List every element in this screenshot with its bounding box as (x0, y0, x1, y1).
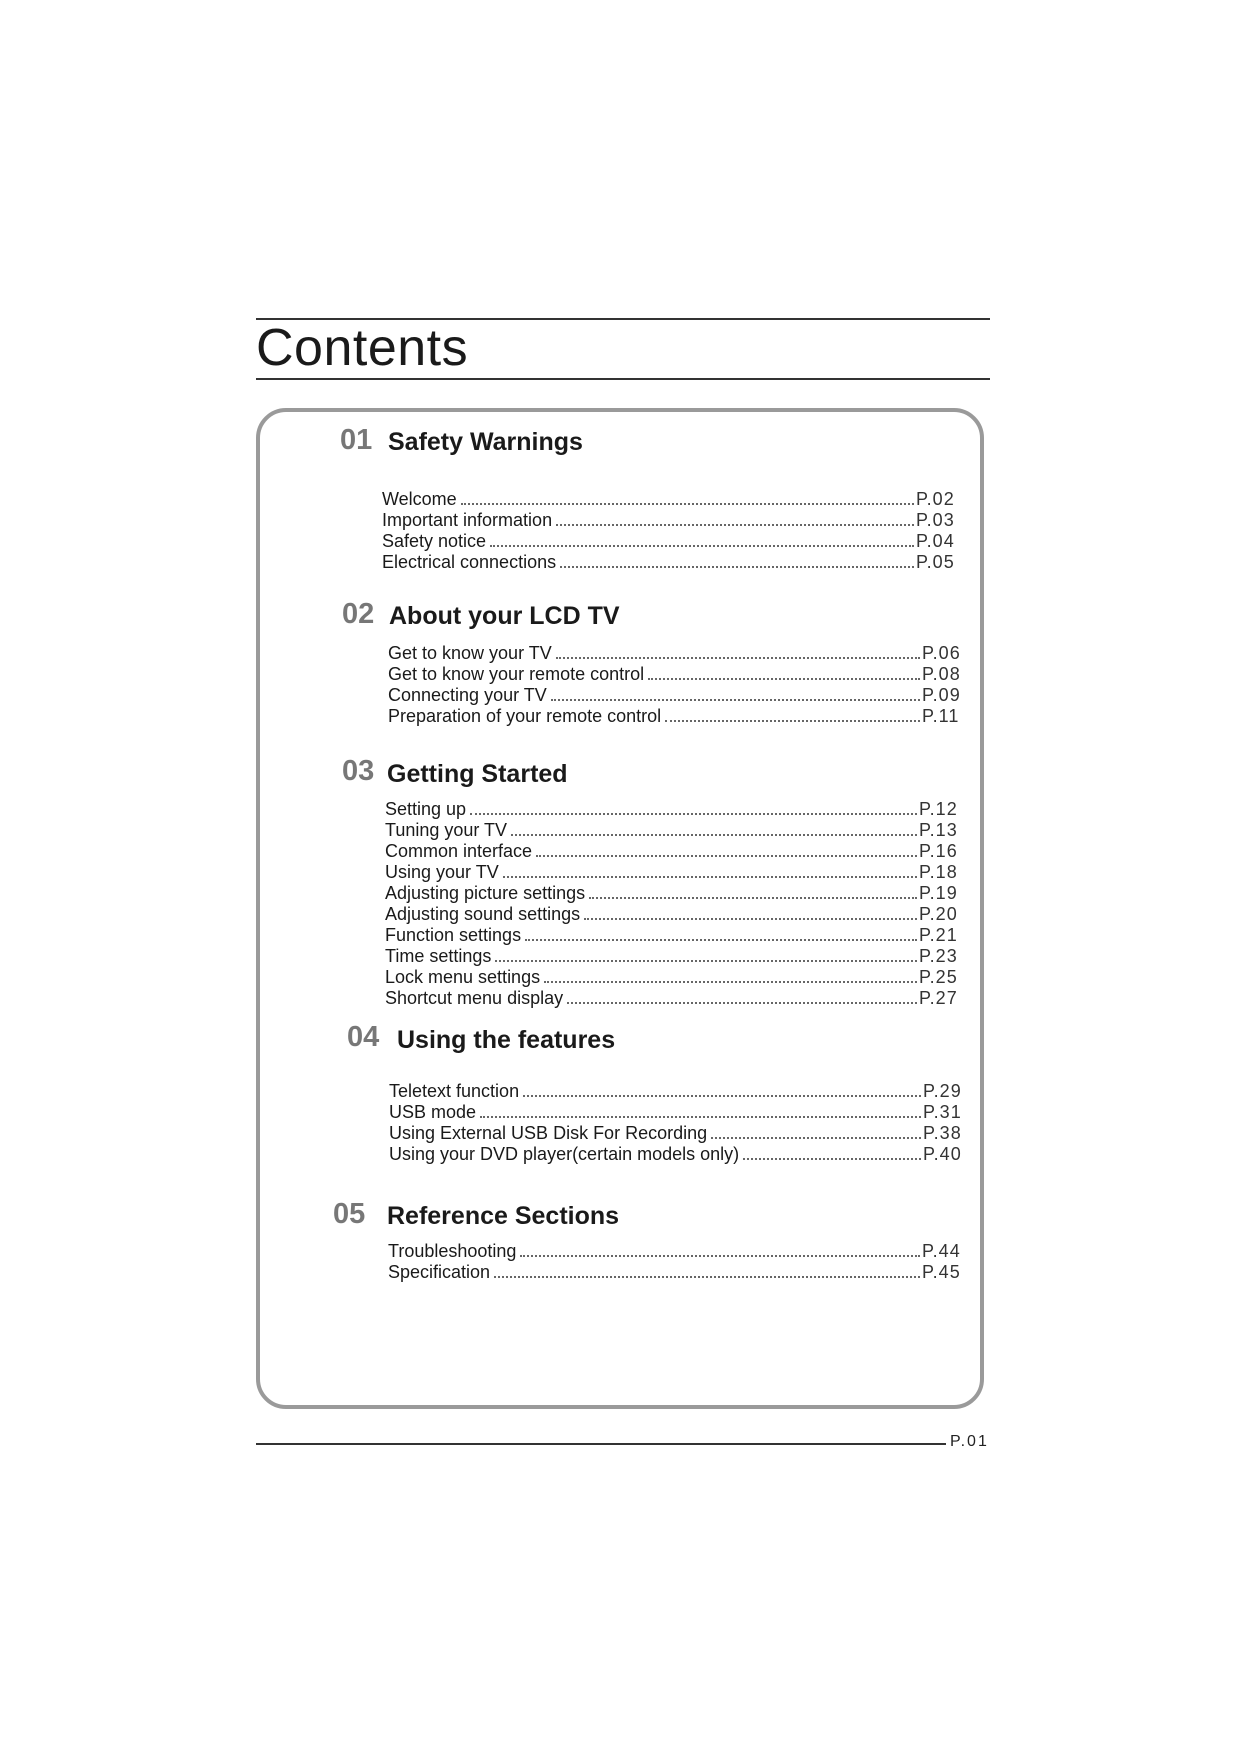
leader-dots (556, 524, 914, 526)
leader-dots (490, 545, 914, 547)
section-number: 03 (342, 755, 375, 787)
toc-entry-page: P.45 (922, 1262, 961, 1282)
toc-entry-label: Get to know your remote control (388, 664, 645, 684)
toc-entry[interactable] (385, 820, 958, 841)
toc-entry-label: Using External USB Disk For Recording (389, 1123, 708, 1143)
leader-dots (743, 1158, 921, 1160)
toc-entry-page: P.27 (919, 988, 958, 1008)
toc-entry-page: P.11 (922, 706, 960, 726)
toc-entry-label: USB mode (389, 1102, 477, 1122)
toc-entry[interactable] (385, 862, 958, 883)
section-entries (388, 1241, 961, 1283)
toc-entry[interactable] (389, 1144, 962, 1165)
toc-entry[interactable] (388, 664, 961, 685)
toc-entry-page: P.12 (919, 799, 958, 819)
toc-entry-page: P.40 (923, 1144, 962, 1164)
toc-entry[interactable] (382, 531, 955, 552)
toc-entry-label: Connecting your TV (388, 685, 547, 705)
toc-entry-label: Specification (388, 1262, 491, 1282)
toc-entry[interactable] (382, 510, 955, 531)
toc-entry[interactable] (388, 1262, 961, 1283)
toc-entry[interactable] (385, 988, 958, 1009)
toc-entry-label: Lock menu settings (385, 967, 541, 987)
toc-entry-label: Safety notice (382, 531, 487, 551)
toc-entry-page: P.02 (916, 489, 955, 509)
section-entries (385, 799, 958, 1009)
section-title: Safety Warnings (388, 428, 583, 456)
leader-dots (511, 834, 917, 836)
toc-entry[interactable] (385, 841, 958, 862)
toc-entry-label: Time settings (385, 946, 492, 966)
toc-entry-page: P.25 (919, 967, 958, 987)
leader-dots (567, 1002, 917, 1004)
footer-page-number: P.01 (950, 1433, 989, 1450)
leader-dots (584, 918, 917, 920)
section-title: Using the features (397, 1026, 616, 1054)
toc-entry-label: Function settings (385, 925, 522, 945)
toc-entry[interactable] (388, 685, 961, 706)
leader-dots (480, 1116, 921, 1118)
toc-entry-page: P.04 (916, 531, 955, 551)
toc-entry[interactable] (388, 1241, 961, 1262)
leader-dots (711, 1137, 921, 1139)
toc-entry-label: Preparation of your remote control (388, 706, 662, 726)
toc-entry-page: P.13 (919, 820, 958, 840)
leader-dots (589, 897, 917, 899)
leader-dots (470, 813, 917, 815)
toc-entry-page: P.18 (919, 862, 958, 882)
leader-dots (648, 678, 920, 680)
leader-dots (551, 699, 920, 701)
leader-dots (536, 855, 917, 857)
toc-entry-page: P.08 (922, 664, 961, 684)
leader-dots (525, 939, 917, 941)
section-entries (389, 1081, 962, 1165)
toc-entry-page: P.21 (919, 925, 958, 945)
toc-entry-page: P.03 (916, 510, 955, 530)
toc-entry[interactable] (389, 1081, 962, 1102)
toc-entry-label: Get to know your TV (388, 643, 552, 663)
leader-dots (544, 981, 917, 983)
toc-entry-page: P.06 (922, 643, 961, 663)
toc-entry[interactable] (388, 643, 961, 664)
leader-dots (560, 566, 914, 568)
toc-entry-page: P.16 (919, 841, 958, 861)
leader-dots (495, 960, 917, 962)
section-entries (382, 489, 955, 573)
section-number: 02 (342, 598, 375, 630)
toc-entry-label: Tuning your TV (385, 820, 508, 840)
section-title: Reference Sections (387, 1202, 620, 1230)
leader-dots (503, 876, 917, 878)
toc-entry-page: P.38 (923, 1123, 962, 1143)
toc-entry-label: Teletext function (389, 1081, 520, 1101)
toc-entry-page: P.19 (919, 883, 958, 903)
toc-entry[interactable] (389, 1102, 962, 1123)
footer-rule (256, 1443, 946, 1445)
toc-entry[interactable] (385, 904, 958, 925)
toc-entry-page: P.20 (919, 904, 958, 924)
toc-entry-page: P.05 (916, 552, 955, 572)
toc-entry[interactable] (382, 489, 955, 510)
section-title: About your LCD TV (389, 602, 620, 630)
section-number: 01 (340, 424, 373, 456)
toc-entry[interactable] (385, 883, 958, 904)
toc-entry-page: P.29 (923, 1081, 962, 1101)
toc-entry[interactable] (385, 967, 958, 988)
section-number: 05 (333, 1198, 366, 1230)
toc-entry-page: P.09 (922, 685, 961, 705)
page-title: Contents (256, 319, 469, 377)
toc-entry[interactable] (385, 799, 958, 820)
toc-entry[interactable] (385, 925, 958, 946)
leader-dots (494, 1276, 920, 1278)
toc-entry-label: Troubleshooting (388, 1241, 517, 1261)
toc-entry-page: P.44 (922, 1241, 961, 1261)
section-title: Getting Started (387, 760, 568, 788)
toc-entry-page: P.31 (923, 1102, 962, 1122)
toc-entry[interactable] (385, 946, 958, 967)
title-rule (256, 378, 990, 380)
toc-entry-page: P.23 (919, 946, 958, 966)
leader-dots (523, 1095, 921, 1097)
leader-dots (520, 1255, 920, 1257)
toc-entry-label: Adjusting sound settings (385, 904, 581, 924)
toc-entry-label: Setting up (385, 799, 467, 819)
section-number: 04 (347, 1021, 380, 1053)
leader-dots (461, 503, 914, 505)
leader-dots (556, 657, 920, 659)
toc-entry-label: Using your DVD player(certain models only) (389, 1144, 740, 1164)
toc-entry-label: Welcome (382, 489, 457, 509)
leader-dots (665, 720, 920, 722)
toc-entry-label: Using your TV (385, 862, 499, 882)
toc-entry-label: Common interface (385, 841, 533, 861)
toc-entry-label: Shortcut menu display (385, 988, 564, 1008)
toc-entry-label: Electrical connections (382, 552, 557, 572)
toc-entry[interactable] (388, 706, 958, 727)
toc-entry-label: Important information (382, 510, 553, 530)
toc-entry[interactable] (382, 552, 955, 573)
section-entries (388, 643, 961, 727)
toc-entry-label: Adjusting picture settings (385, 883, 586, 903)
toc-entry[interactable] (389, 1123, 962, 1144)
